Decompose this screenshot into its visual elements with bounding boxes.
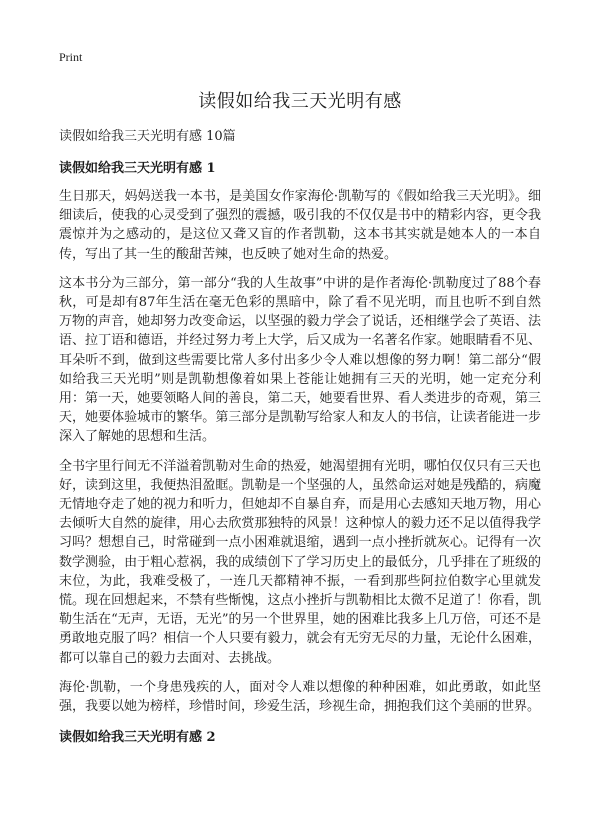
section-heading-1: 读假如给我三天光明有感 1 [59,161,216,176]
section-1-paragraph-3: 全书字里行间无不洋溢着凯勒对生命的热爱，她渴望拥有光明，哪怕仅仅只有三天也好，读到这里，我便热泪盈眶。凯勒是一个坚强的人，虽然命运对她是残酷的，病魔无情地夺走了她的视力和听力，但她却不自暴自弃，而是用心去感知天地万物，用心去倾听大自然的旋律，用心去欣赏那独特的风景！这种惊人的毅力还不足以值得我学习吗？想想自己，时常碰到一点小困难就退缩，遇到一点小挫折就灰心。记得有一次数学测验，由于粗心惹祸，我的成绩创下了学习历史上的最低分，几乎排在了班级的末位，为此，我难受极了，一连几天都精神不振，一看到那些阿拉伯数字心里就发慌。现在回想起来，不禁有些惭愧，这点小挫折与凯勒相比太微不足道了！你看，凯勒生活在“无声，无语，无光”的另一个世界里，她的困难比我多上几万倍，可还不是勇敢地克服了吗？相信一个人只要有毅力，就会有无穷无尽的力量，无论什么困难，都可以靠自己的毅力去面对、去挑战。 [59,458,541,666]
section-heading-2: 读假如给我三天光明有感 2 [59,730,216,746]
section-1-paragraph-2: 这本书分为三部分，第一部分“我的人生故事”中讲的是作者海伦·凯勒度过了88个春秋，可是却有87年生活在毫无色彩的黑暗中，除了看不见光明，而且也听不到自然万物的声音，她却努力改变命运，以坚强的毅力学会了说话，还相继学会了英语、法语、拉丁语和德语，并经过努力考上大学，后又成为一名著名作家。她眼睛看不见、耳朵听不到，做到这些需要比常人多付出多少令人难以想像的努力啊！第二部分“假如给我三天光明”则是凯勒想像着如果上苍能让她拥有三天的光明，她一定充分利用：第一天，她要领略人间的善良，第二天，她要看世界、看人类进步的奇观，第三天，她要体验城市的繁华。第三部分是凯勒写给家人和友人的书信，让读者能进一步深入了解她的思想和生活。 [59,275,541,445]
document-subtitle: 读假如给我三天光明有感 10篇 [59,129,236,144]
section-1-paragraph-4: 海伦·凯勒，一个身患残疾的人，面对令人难以想像的种种困难，如此勇敢，如此坚强，我要以她为榜样，珍惜时间，珍爱生活，珍视生命，拥抱我们这个美丽的世界。 [59,679,541,715]
page-title: 读假如给我三天光明有感 [198,91,402,112]
print-link[interactable]: Print [59,50,83,64]
section-1-paragraph-1: 生日那天，妈妈送我一本书，是美国女作家海伦·凯勒写的《假如给我三天光明》。细细读后，使我的心灵受到了强烈的震撼，吸引我的不仅仅是书中的精彩内容，更令我震惊并为之感动的，是这位又聋又盲的作者凯勒，这本书其实就是她本人的一本自传，写出了其一生的酸甜苦辣，也反映了她对生命的热爱。 [59,189,541,262]
